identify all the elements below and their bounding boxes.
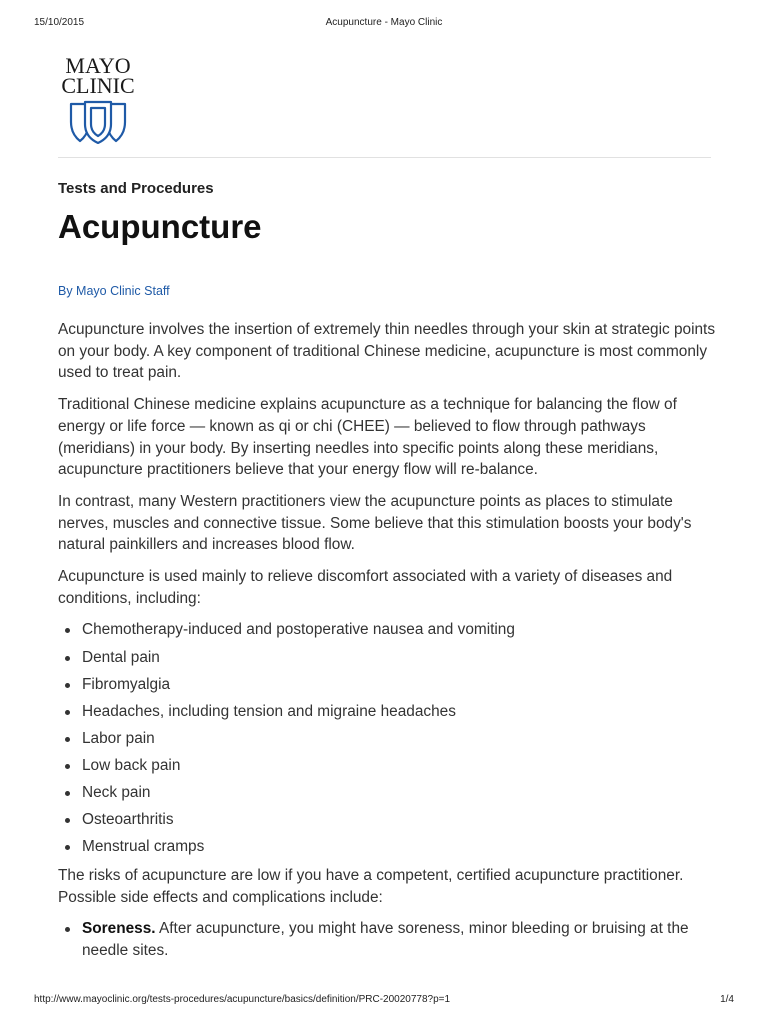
logo-line-mayo: MAYO [65,53,131,78]
header-divider [58,157,711,158]
print-footer [34,994,734,1008]
article [58,179,718,962]
conditions-list [58,619,718,857]
logo-wordmark [58,53,138,98]
list-item: Neck pain [82,782,718,804]
three-shields-logo-icon [68,100,128,144]
mayo-clinic-logo[interactable] [58,53,138,144]
list-item: Menstrual cramps [82,836,718,858]
tcm-paragraph: Traditional Chinese medicine explains acupuncture as a technique for balancing the flow of energy or life force — known as qi or chi (CHEE) — believed to flow through pathways (meridians) in your body. By inserting needles into specific points along these meridians, acupuncture practitioners believe that your energy flow will re-balance. [58,396,677,479]
list-item: Dental pain [82,647,718,669]
list-item: Chemotherapy-induced and postoperative nausea and vomiting [82,619,718,641]
list-item: Headaches, including tension and migraine headaches [82,701,718,723]
logo-line-clinic: CLINIC [61,73,135,98]
print-url: http://www.mayoclinic.org/tests-procedures/acupuncture/basics/definition/PRC-20020778?p=1 [34,994,451,1005]
list-item: Fibromyalgia [82,674,718,696]
print-header [34,17,734,31]
side-effect-text: After acupuncture, you might have soreness, minor bleeding or bruising at the needle sites. [82,920,689,959]
print-page-title: Acupuncture - Mayo Clinic [325,17,443,28]
list-item: Low back pain [82,755,718,777]
risks-paragraph: The risks of acupuncture are low if you have a competent, certified acupuncture practitioner. Possible side effects and complications include: [58,866,684,906]
byline-link[interactable]: By Mayo Clinic Staff [58,284,170,298]
list-item: Osteoarthritis [82,809,718,831]
intro-paragraph: Acupuncture involves the insertion of extremely thin needles through your skin at strategic points on your body. A key component of traditional Chinese medicine, acupuncture is most commonly used to treat pain. [58,321,716,382]
side-effect-term: Soreness. [82,920,156,938]
page-title: Acupuncture [58,208,262,245]
print-page-number: 1/4 [720,994,734,1005]
side-effect-item [82,918,718,961]
side-effects-list [58,918,718,961]
western-paragraph: In contrast, many Western practitioners view the acupuncture points as places to stimulate nerves, muscles and connective tissue. Some believe that this stimulation boosts your body's natural painkillers and increases blood flow. [58,492,692,554]
section-label: Tests and Procedures [58,180,214,197]
uses-paragraph: Acupuncture is used mainly to relieve discomfort associated with a variety of diseases and conditions, including: [58,568,673,607]
list-item: Labor pain [82,728,718,750]
print-date: 15/10/2015 [34,17,85,28]
